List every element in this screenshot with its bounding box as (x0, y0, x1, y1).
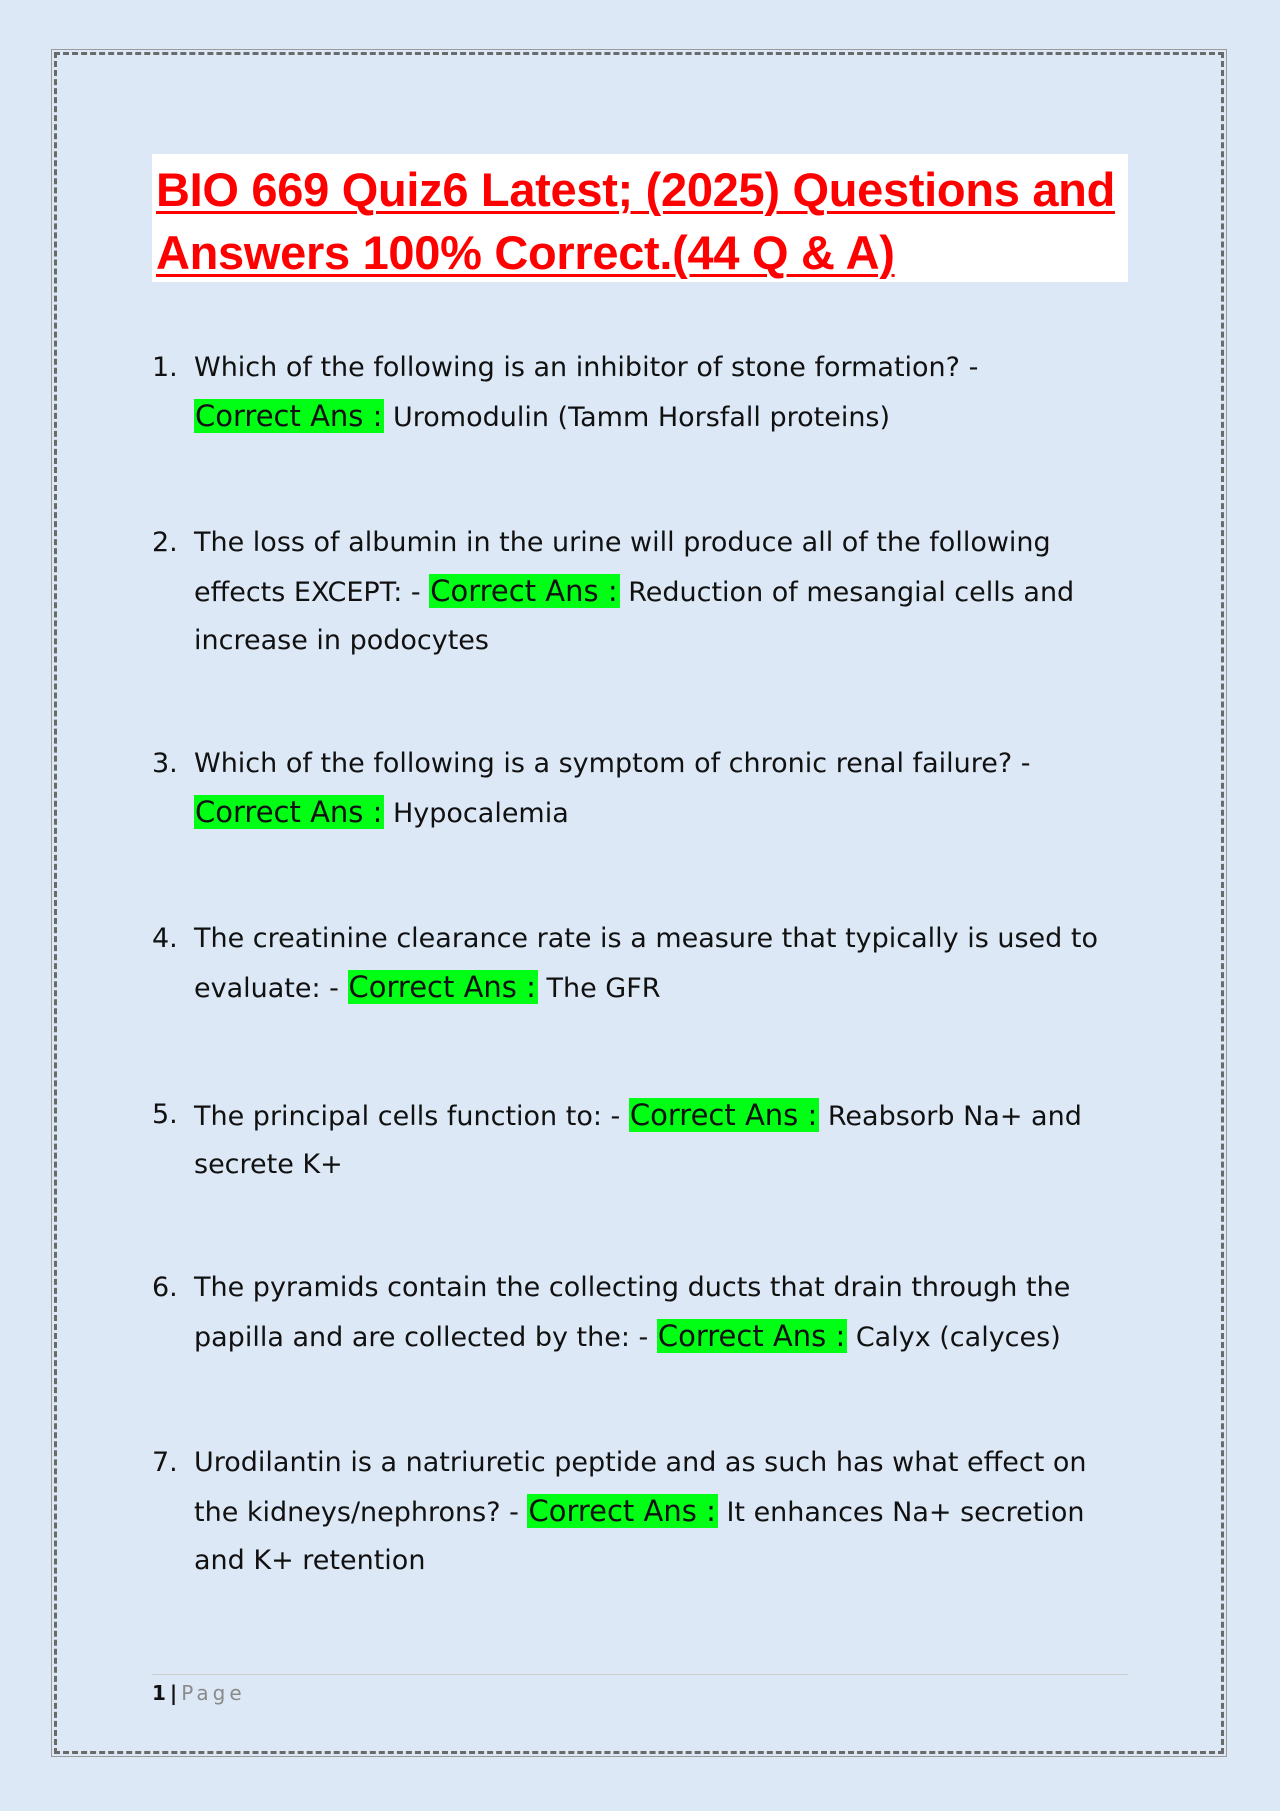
question-number: 3. (152, 748, 178, 779)
correct-answer-label: Correct Ans : (528, 1494, 716, 1528)
document-title: BIO 669 Quiz6 Latest; (2025) Questions and Answers 100% Correct.(44 Q & A) (156, 163, 1116, 279)
question-body (194, 740, 1132, 838)
answer-text: Hypocalemia (392, 798, 569, 829)
question-number: 5. (152, 1099, 178, 1130)
question-body (194, 1439, 1132, 1585)
question-body (194, 1091, 1132, 1189)
question-item-4 (152, 915, 1132, 1013)
correct-answer-label: Correct Ans : (195, 399, 383, 433)
answer-text: Reabsorb Na+ and secrete K+ (194, 1101, 1082, 1180)
question-item-1 (152, 344, 1132, 442)
answer-text: Calyx (calyces) (855, 1322, 1061, 1353)
question-text: The creatinine clearance rate is a measure that typically is used to evaluate: - (194, 923, 1098, 1004)
question-item-6 (152, 1264, 1132, 1362)
answer-text: It enhances Na+ secretion and K+ retention (194, 1497, 1085, 1576)
question-item-2 (152, 519, 1132, 665)
question-text: The loss of albumin in the urine will produce all of the following effects EXCEPT: - (194, 527, 1051, 608)
question-number: 1. (152, 352, 178, 383)
question-number: 7. (152, 1447, 178, 1478)
correct-answer-label: Correct Ans : (348, 970, 536, 1004)
question-number: 2. (152, 527, 178, 558)
question-number: 6. (152, 1272, 178, 1303)
question-body (194, 519, 1132, 665)
page-footer (152, 1674, 1128, 1705)
page-separator: | (169, 1681, 178, 1705)
correct-answer-label: Correct Ans : (629, 1098, 818, 1132)
question-text: The principal cells function to: - (194, 1101, 629, 1132)
question-item-5 (152, 1091, 1132, 1189)
question-text: Which of the following is an inhibitor of stone formation? - (194, 352, 979, 383)
question-text: The pyramids contain the collecting ducts that drain through the papilla and are collected by the: - (194, 1272, 1071, 1353)
question-number: 4. (152, 923, 178, 954)
answer-text: The GFR (546, 973, 661, 1004)
correct-answer-label: Correct Ans : (195, 795, 383, 829)
question-item-7 (152, 1439, 1132, 1585)
answer-text: Reduction of mesangial cells and increase in podocytes (194, 577, 1075, 656)
answer-text: Uromodulin (Tamm Horsfall proteins) (392, 402, 891, 433)
question-text: Urodilantin is a natriuretic peptide and as such has what effect on the kidneys/nephrons? - (194, 1447, 1087, 1528)
page-number: 1 (152, 1681, 166, 1705)
question-text: Which of the following is a symptom of chronic renal failure? - (194, 748, 1031, 779)
question-body (194, 344, 1132, 442)
title-box (152, 154, 1128, 282)
question-body (194, 915, 1132, 1013)
page-word: Page (181, 1681, 246, 1705)
correct-answer-label: Correct Ans : (657, 1319, 846, 1353)
question-item-3 (152, 740, 1132, 838)
question-body (194, 1264, 1132, 1362)
correct-answer-label: Correct Ans : (430, 574, 618, 608)
